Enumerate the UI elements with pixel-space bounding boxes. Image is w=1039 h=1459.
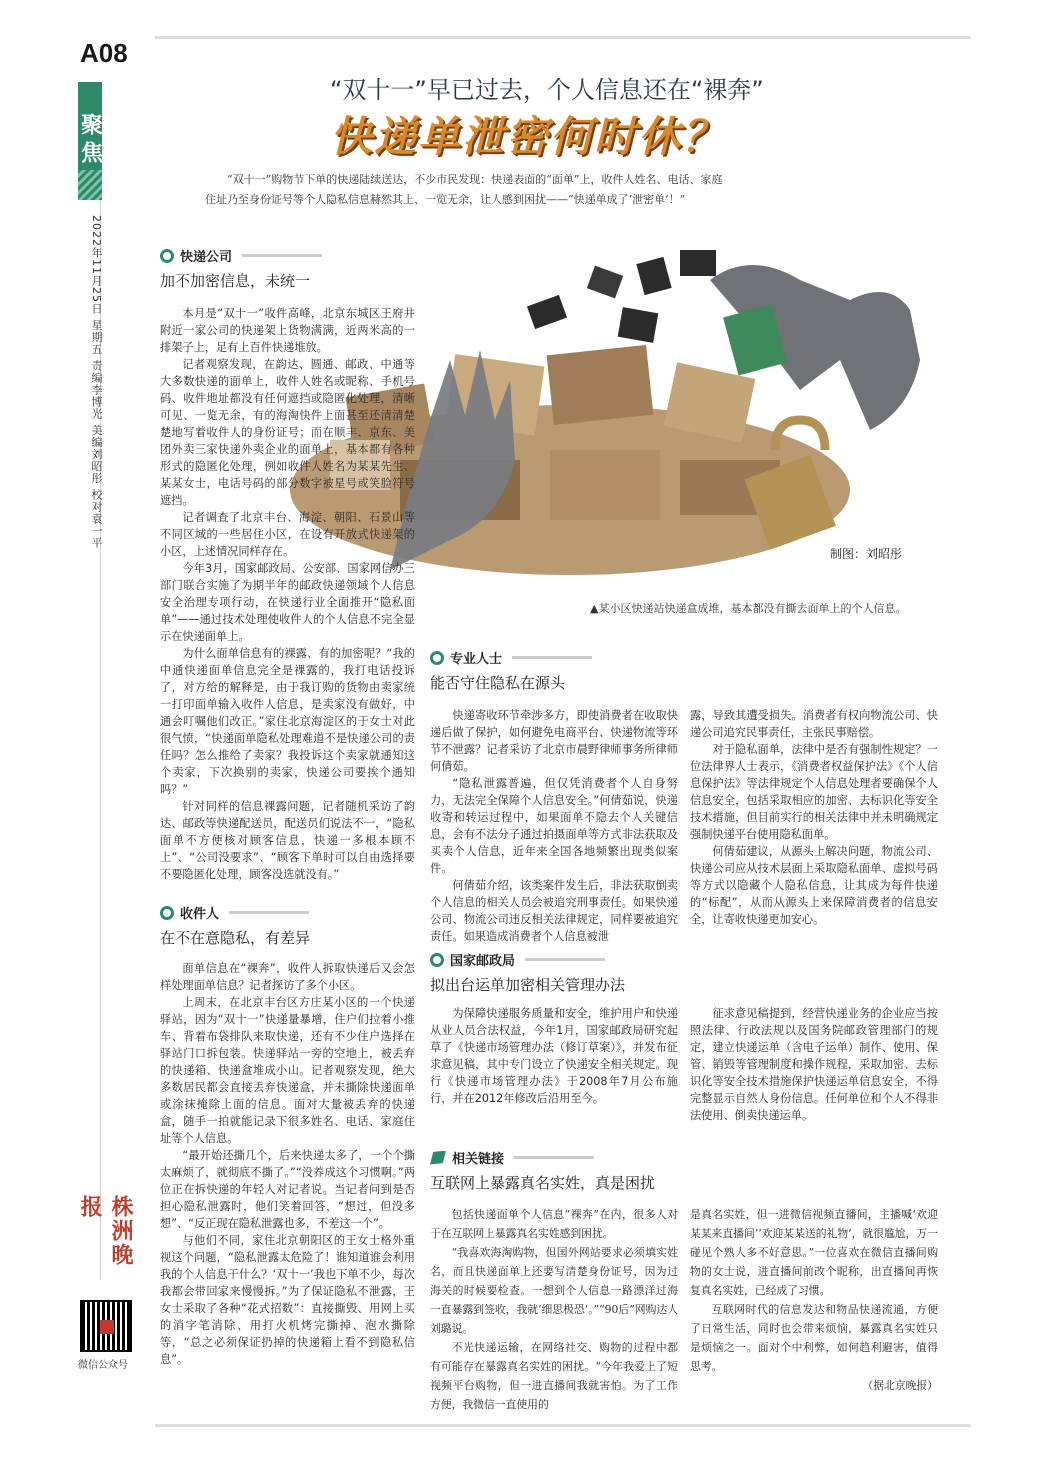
qr-code-icon xyxy=(80,1300,132,1352)
subhead-postal xyxy=(430,950,605,969)
subhead-bar xyxy=(525,958,605,961)
paragraph: 对于隐私面单，法律中是否有强制性规定？一位法律界人士表示，《消费者权益保护法》《个人信息保护法》等法律规定个人信息处理者要确保个人信息安全，包括采取相应的加密、去标识化等安全技术措施，但目前实行的相关法律中并未明确规定强制快递平台使用隐私面单。 xyxy=(690,743,938,841)
section-tag: 聚焦 xyxy=(78,82,102,200)
subhead-postal-label: 国家邮政局 xyxy=(450,954,516,969)
subtitle-related: 互联网上暴露真名实姓，真是困扰 xyxy=(430,1174,656,1192)
newspaper-logo: 株洲晚报 xyxy=(77,1195,134,1267)
subhead-bar xyxy=(229,911,309,914)
column-related-right xyxy=(690,1205,938,1395)
paragraph: 露，导致其遭受损失。消费者有权向物流公司、快递公司追究民事责任，主张民事赔偿。 xyxy=(690,709,938,739)
subhead-expert-label: 专业人士 xyxy=(450,652,503,667)
paragraph: 与他们不同，家住北京朝阳区的王女士格外重视这个问题，“隐私泄露太危险了！谁知道谁会利用我的个人信息干什么？‘双十一’我也下单不少，每次我都会带回家来慢慢拆。”为了保证隐私不泄露，王女士采取了各种“花式招数”：直接撕毁、用网上买的消字笔消除、用打火机烤完撕掉、泡水撕除等，“总之必须保证扔掉的快递箱上看不到隐私信息”。 xyxy=(160,1234,415,1366)
paragraph: 快递寄收环节牵涉多方，即使消费者在收取快递后做了保护，如何避免电商平台、快递物流等环节不泄露？记者采访了北京市晨野律师事务所律师何倩茹。 xyxy=(430,709,678,773)
qr-label: 微信公众号 xyxy=(78,1360,128,1371)
ring-icon xyxy=(160,249,174,263)
subhead-bar xyxy=(514,1156,594,1159)
date-editor-line: 2022年11月25日 星期五 责编李博光 美编刘昭彤 校对袁一平 xyxy=(90,215,103,549)
paragraph: “隐私泄露普遍，但仅凭消费者个人自身努力，无法完全保障个人信息安全。”何倩茹说，快递收寄和转运过程中，如果面单不隐去个人关键信息，会有不法分子通过拍摄面单等方式非法获取及买卖个人信息，近年来全国各地频繁出现类似案件。 xyxy=(430,777,678,875)
paragraph: 上周末，在北京丰台区方庄某小区的一个快递驿站，因为“双十一”快递量暴增，住户们拉着小推车、背着布袋排队来取快递，还有不少住户选择在驿站门口拆包装。快递驿站一旁的空地上，被丢弃的快递箱、快递盒堆成小山。记者观察发现，绝大多数居民都会直接丢弃快递盒，并未撕除快递面单或涂抹掩除上面的信息。面对大量被丢弃的快递盒，随手一拍就能记录下很多姓名、电话、家庭住址等个人信息。 xyxy=(160,996,415,1145)
paragraph: 为保障快递服务质量和安全，维护用户和快递从业人员合法权益，今年1月，国家邮政局研究起草了《快递市场管理办法（修订草案）》，并发布征求意见稿，其中专门设立了快递安全相关规定。现行《快递市场管理办法》于2008年7月公布施行，并在2012年修改后沿用至今。 xyxy=(430,1007,678,1105)
subhead-bar xyxy=(512,656,592,659)
subtitle-recipient: 在不在意隐私，有差异 xyxy=(160,929,311,947)
subtitle-courier: 加不加密信息，未统一 xyxy=(160,272,311,290)
photo-caption: ▲某小区快递站快递盒成堆，基本都没有撕去面单上的个人信息。 xyxy=(590,602,907,615)
paragraph: 针对同样的信息裸露问题，记者随机采访了韵达、邮政等快递配送员，配送员们说法不一，“隐私面单不方便核对顾客信息，快递一多根本顾不上”、“公司没要求”、“顾客下单时可以自由选择要不要隐匿化处理，顾客没选就没有。” xyxy=(160,800,415,881)
paragraph: 征求意见稿提到，经营快递业务的企业应当按照法律、行政法规以及国务院邮政管理部门的规定，建立快递运单（含电子运单）制作、使用、保管、销毁等管理制度和操作规程，采取加密、去标识化等安全技术措施保护快递运单信息安全，不得完整显示自然人身份信息。任何单位和个人不得非法使用、倒卖快递运单。 xyxy=(690,1007,938,1122)
paragraph: 何倩茹建议，从源头上解决问题，物流公司、快递公司应从技术层面上采取隐私面单、虚拟号码等方式以隐藏个人隐私信息，让其成为每件快递的“标配”，从而从源头上来保障消费者的信息安全，让寄收快递更加安心。 xyxy=(690,845,938,926)
paragraph: 记者观察发现，在韵达、圆通、邮政、中通等大多数快递的面单上，收件人姓名或昵称、手机号码、收件地址都没有任何遮挡或隐匿化处理，清晰可见、一览无余，有的海淘快件上面甚至还清清楚楚地写着收件人的身份证号；而在顺丰、京东、美团外卖三家快递外卖企业的面单上，基本都有各种形式的隐匿化处理，例如收件人姓名为某某先生、某某女士，电话号码的部分数字被星号或笑脸符号遮挡。 xyxy=(160,358,415,507)
column-expert-left xyxy=(430,707,678,945)
page-number: A08 xyxy=(80,38,128,68)
leaf-icon xyxy=(430,1151,446,1165)
lede: “双十一”购物节下单的快递陆续送达，不少市民发现：快递表面的“面单”上，收件人姓名、电话、家庭住址乃至身份证号等个人隐私信息赫然其上、一览无余，让人感到困扰——“快递单成了‘泄密单’！” xyxy=(205,173,723,206)
subhead-bar xyxy=(242,254,322,257)
headline: 快递单泄密何时休？ xyxy=(330,112,727,161)
paragraph: 面单信息在“裸奔”，收件人拆取快递后又会怎样处理面单信息？记者探访了多个小区。 xyxy=(160,962,415,992)
section-tag-stripes xyxy=(78,170,102,200)
top-rule xyxy=(155,36,971,39)
paragraph: 记者调查了北京丰台、海淀、朝阳、石景山等不同区域的一些居住小区，在设有开放式快递架的小区，上述情况同样存在。 xyxy=(160,511,415,558)
paragraph: 是真名实姓，但一进微信视频直播间，主播喊‘欢迎某某来直播间’‘欢迎某某送的礼物’，就很尴尬，万一碰见个熟人多不好意思。”一位喜欢在微信直播间购物的女士说，进直播间前改个昵称，出直播间再恢复真名实姓，已经成了习惯。 xyxy=(690,1208,938,1297)
subhead-related-label: 相关链接 xyxy=(452,1152,505,1167)
paragraph: 互联网时代的信息发达和物品快递流通，方便了日常生活，同时也会带来烦恼，暴露真名实姓只是烦恼之一。面对个中利弊，如何趋利避害，值得思考。 xyxy=(690,1303,938,1373)
kicker: “双十一”早已过去，个人信息还在“裸奔” xyxy=(330,76,764,104)
subtitle-postal: 拟出台运单加密相关管理办法 xyxy=(430,976,626,994)
paragraph: 本月是“双十一”收件高峰，北京东城区王府井附近一家公司的快递架上货物满满，近两米高的一排架子上，足有上百件快递堆放。 xyxy=(160,307,415,354)
paragraph: 为什么面单信息有的裸露、有的加密呢？“我的中通快递面单信息完全是裸露的，我打电话投诉了，对方给的解释是，由于我订购的货物由卖家统一打印面单输入收件人信息，是卖家没有做好，中通会叮嘱他们改正。”家住北京海淀区的于女士对此很气愤，“快递面单隐私处理难道不是快递公司的责任吗？怎么推给了卖家？我投诉这个卖家就通知这个卖家，下次换别的卖家，快递公司要挨个通知吗？” xyxy=(160,647,415,796)
subtitle-expert: 能否守住隐私在源头 xyxy=(430,674,566,692)
column-recipient xyxy=(160,960,415,1368)
paragraph: “我喜欢海淘购物，但国外网站要求必须填实姓名，而且快递面单上还要写清楚身份证号，因为过海关的时候要检查。一想到个人信息一路漂洋过海一直暴露到签收，我就‘细思极恐’。”“90后”网购达人刘璐说。 xyxy=(430,1246,678,1335)
ring-icon xyxy=(430,953,444,967)
paragraph: 今年3月，国家邮政局、公安部、国家网信办三部门联合实施了为期半年的邮政快递领域个人信息安全治理专项行动，在快递行业全面推开“隐私面单”——通过技术处理使收件人的个人信息不完全显示在快递面单上。 xyxy=(160,562,415,643)
column-courier xyxy=(160,305,415,883)
bottom-rule xyxy=(155,1424,971,1427)
subhead-courier-label: 快递公司 xyxy=(180,250,233,265)
column-expert-right xyxy=(690,707,938,928)
floating-icons xyxy=(527,250,716,343)
illustration-credit: 制图：刘昭彤 xyxy=(830,547,903,561)
paragraph: 何倩茹介绍，该类案件发生后，非法获取倒卖个人信息的相关人员会被追究刑事责任。如果快递公司、物流公司违反相关法律规定，同样要被追究责任。如果造成消费者个人信息被泄 xyxy=(430,879,678,943)
subhead-courier xyxy=(160,246,322,265)
subhead-recipient xyxy=(160,903,309,922)
column-postal-right xyxy=(690,1005,938,1124)
column-postal-left xyxy=(430,1005,678,1107)
column-related-left xyxy=(430,1205,678,1414)
subhead-expert xyxy=(430,648,592,667)
subhead-recipient-label: 收件人 xyxy=(180,907,220,922)
paragraph: 包括快递面单个人信息“裸奔”在内，很多人对于在互联网上暴露真名实姓感到困扰。 xyxy=(430,1208,678,1240)
source-credit: （据北京晚报） xyxy=(862,1379,938,1392)
ring-icon xyxy=(430,651,444,665)
paragraph: 不光快递运输，在网络社交、购物的过程中都有可能存在暴露真名实姓的困扰。“今年我爱上了短视频平台购物，但一进直播间我就害怕。为了工作方便，我微信一直使用的 xyxy=(430,1341,678,1411)
ring-icon xyxy=(160,906,174,920)
subhead-related xyxy=(430,1148,594,1167)
paragraph: “最开始还撕几个，后来快递太多了，一个个撕太麻烦了，就彻底不撕了。”“没养成这个习惯啊。”两位正在拆快递的年轻人对记者说。当记者问到是否担心隐私泄露时，他们笑着回答，“想过，但没多想”、“反正现在隐私泄露也多，不差这一个”。 xyxy=(160,1149,415,1230)
